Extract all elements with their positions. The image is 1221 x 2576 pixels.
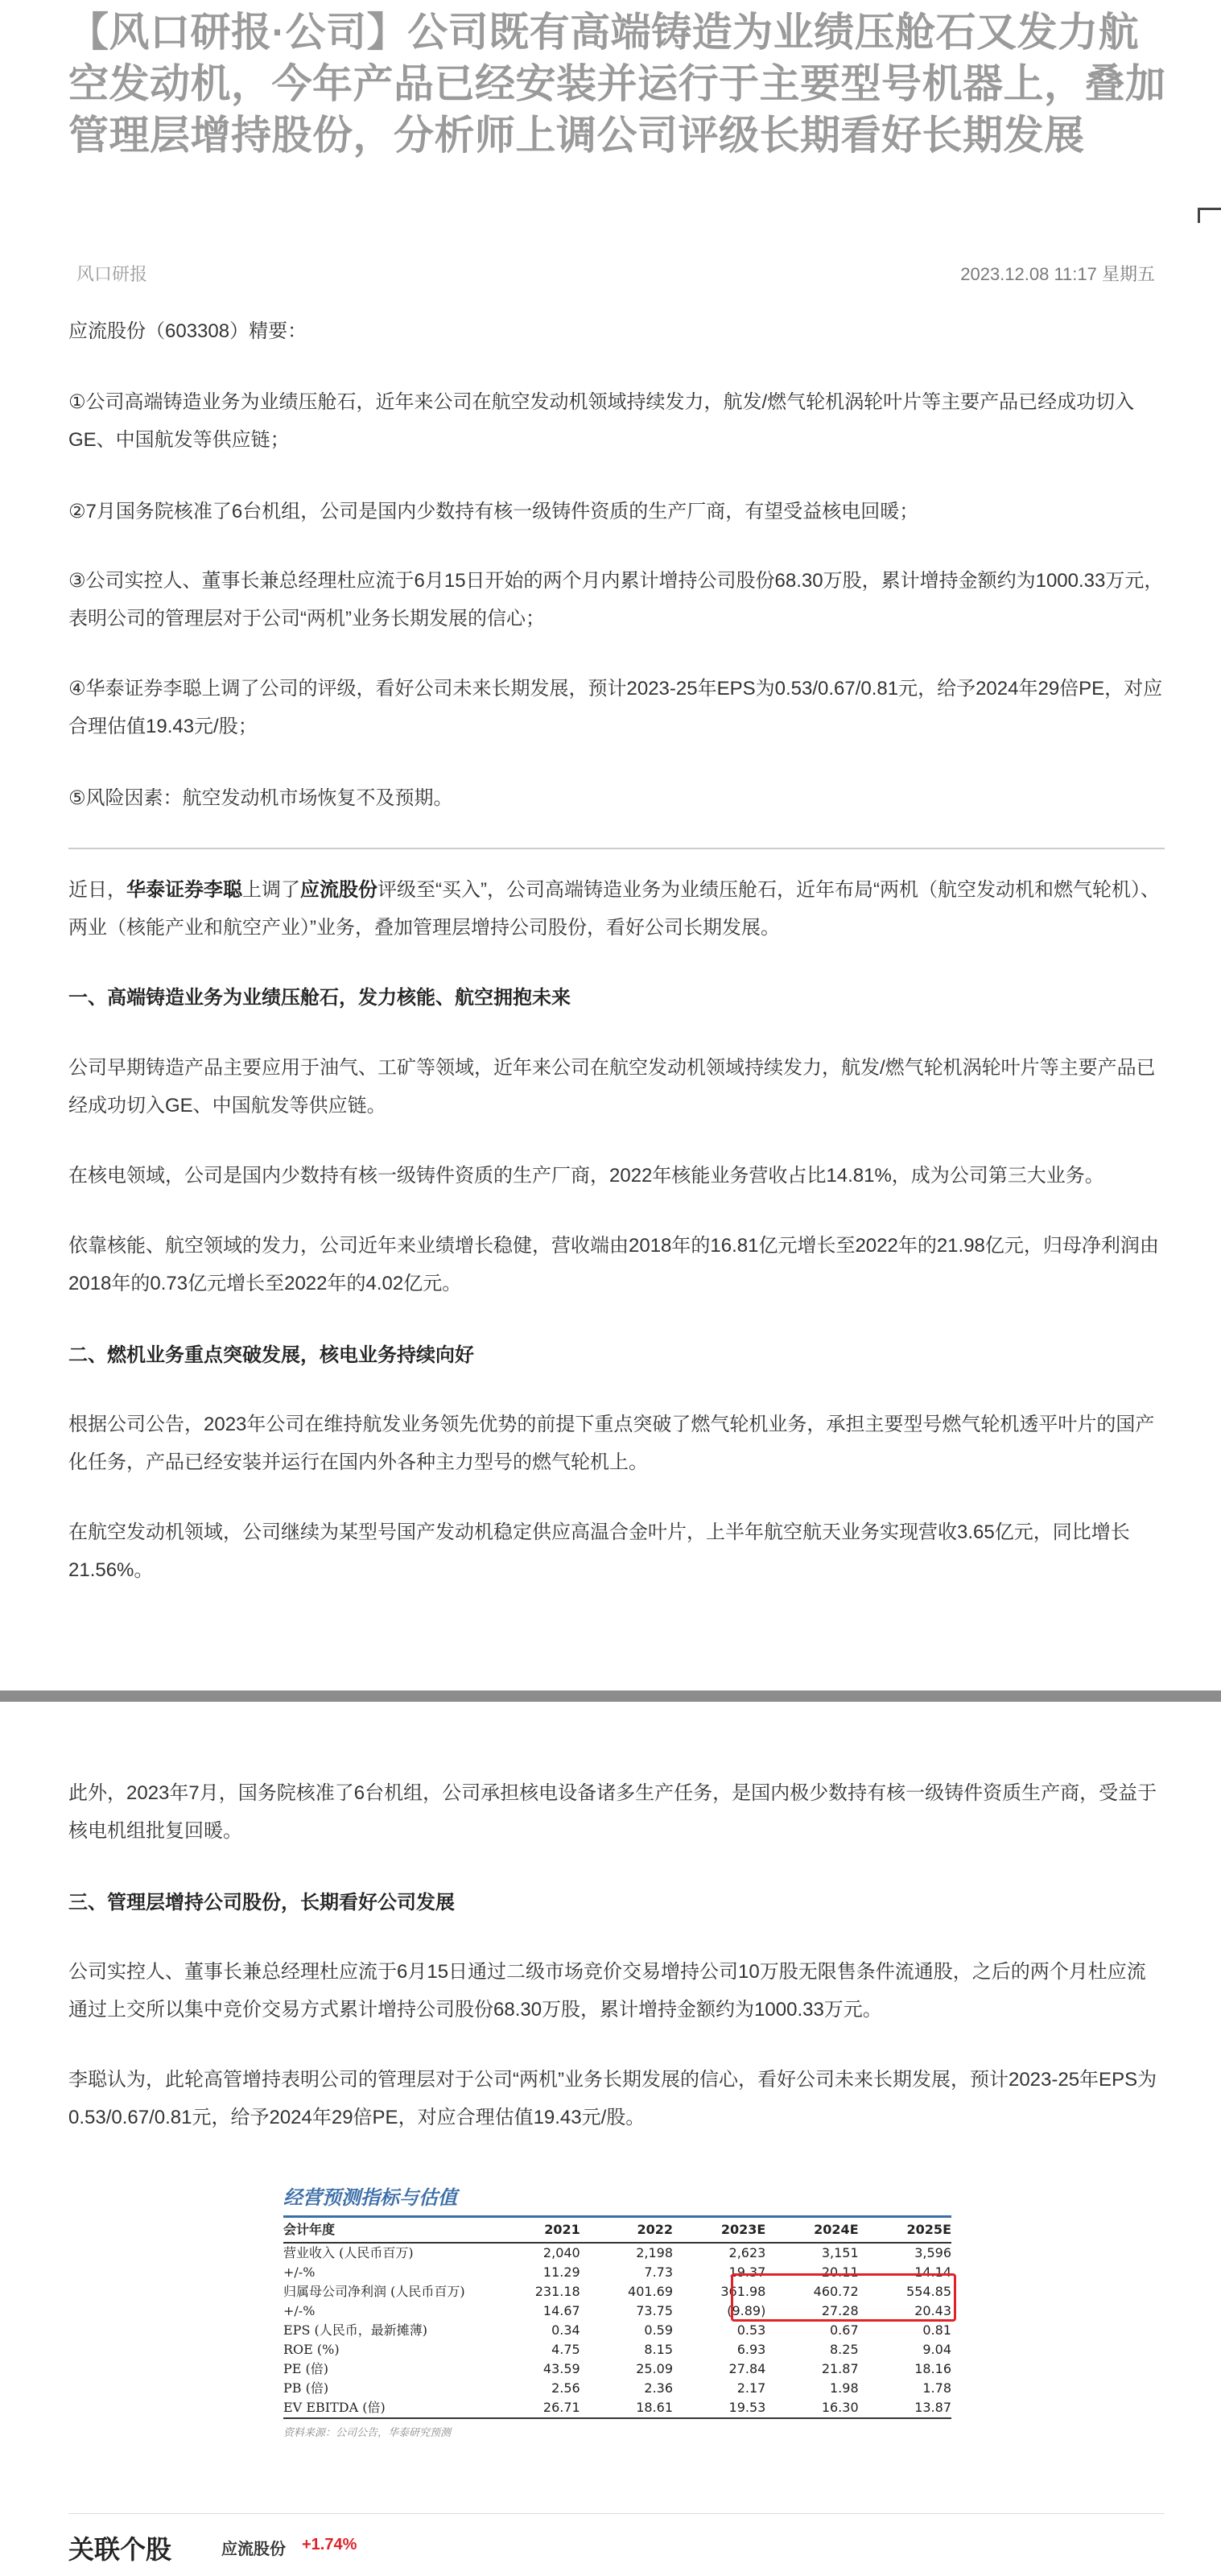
table-cell: 2.36 bbox=[644, 2380, 674, 2396]
summary-divider bbox=[68, 848, 1165, 849]
table-row-label: EPS (人民币，最新摊薄) bbox=[283, 2322, 427, 2338]
table-row bbox=[283, 2359, 951, 2379]
scroll-edge-marker bbox=[1198, 208, 1221, 223]
table-cell: 3,151 bbox=[821, 2245, 859, 2260]
table-header-year: 2023E bbox=[673, 2218, 765, 2243]
table-cell: 27.84 bbox=[728, 2361, 766, 2376]
table-header-label: 会计年度 bbox=[283, 2218, 487, 2243]
table-row bbox=[283, 2243, 951, 2263]
section-2-paragraph: 此外，2023年7月，国务院核准了6台机组，公司承担核电设备诸多生产任务，是国内极少数持有核一级铸件资质生产商，受益于核电机组批复回暖。 bbox=[68, 1782, 1157, 1842]
lead-paragraph: 近日，华泰证券李聪上调了应流股份评级至“买入”，公司高端铸造业务为业绩压舱石，近年布局“两机（航空发动机和燃气轮机）、两业（核能产业和航空产业）”业务，叠加管理层增持公司股份，看好公司长期发展。 bbox=[68, 879, 1160, 939]
table-row-label: ROE (%) bbox=[283, 2342, 340, 2357]
table-cell: 26.71 bbox=[487, 2398, 580, 2418]
table-row-label: +/-% bbox=[283, 2303, 316, 2318]
table-row-label: 归属母公司净利润 (人民币百万) bbox=[283, 2284, 465, 2299]
section-3-paragraph: 公司实控人、董事长兼总经理杜应流于6月15日通过二级市场竞价交易增持公司10万股无限售条件流通股，之后的两个月杜应流通过上交所以集中竞价交易方式累计增持公司股份68.30万股，累计增持金额约为1000.33万元。 bbox=[68, 1961, 1146, 2021]
table-cell: 20.11 bbox=[821, 2264, 859, 2280]
table-cell: 19.37 bbox=[728, 2264, 766, 2280]
table-row-label: PE (倍) bbox=[283, 2361, 329, 2376]
broker-name: 华泰证券李聪 bbox=[126, 879, 242, 901]
table-cell: 18.16 bbox=[914, 2361, 951, 2376]
table-cell: 0.34 bbox=[551, 2322, 580, 2338]
table-cell: 401.69 bbox=[628, 2284, 674, 2299]
table-cell: 11.29 bbox=[542, 2264, 580, 2280]
table-row-label: +/-% bbox=[283, 2264, 316, 2280]
table-row-label: 营业收入 (人民币百万) bbox=[283, 2245, 414, 2260]
forecast-table bbox=[283, 2182, 951, 2439]
table-cell: 460.72 bbox=[813, 2284, 859, 2299]
table-cell: 2.17 bbox=[736, 2380, 766, 2396]
table-cell: 0.67 bbox=[830, 2322, 859, 2338]
table-cell: 13.87 bbox=[859, 2398, 951, 2418]
article-title: 【风口研报·公司】公司既有高端铸造为业绩压舱石又发力航空发动机，今年产品已经安装并运行于主要型号机器上，叠加管理层增持股份，分析师上调公司评级长期看好长期发展 bbox=[68, 10, 1166, 158]
section-2-paragraph: 在航空发动机领域，公司继续为某型号国产发动机稳定供应高温合金叶片，上半年航空航天业务实现营收3.65亿元，同比增长21.56%。 bbox=[68, 1521, 1130, 1581]
table-title: 经营预测指标与估值 bbox=[283, 2186, 457, 2209]
article-meta bbox=[76, 256, 1155, 288]
related-stock-change: +1.74% bbox=[302, 2536, 357, 2553]
related-stocks bbox=[68, 2520, 1165, 2568]
table-cell: 19.53 bbox=[673, 2398, 765, 2418]
footer-divider bbox=[68, 2513, 1165, 2514]
table-cell: 9.04 bbox=[922, 2342, 951, 2357]
table-row bbox=[283, 2379, 951, 2398]
table-cell: (9.89) bbox=[727, 2303, 766, 2318]
table-cell: 2,623 bbox=[728, 2245, 766, 2260]
related-stock-name[interactable]: 应流股份 bbox=[221, 2541, 286, 2558]
table-source-note: 资料来源：公司公告，华泰研究预测 bbox=[283, 2427, 452, 2439]
table-cell: 14.14 bbox=[914, 2264, 951, 2280]
table-cell: 25.09 bbox=[636, 2361, 674, 2376]
table-cell: 8.25 bbox=[830, 2342, 859, 2357]
summary-point-5: ⑤风险因素：航空发动机市场恢复不及预期。 bbox=[68, 787, 453, 809]
table-row bbox=[283, 2321, 951, 2340]
section-2-heading: 二、燃机业务重点突破发展，核电业务持续向好 bbox=[68, 1344, 474, 1366]
table-cell: 27.28 bbox=[821, 2303, 859, 2318]
section-1-paragraph: 公司早期铸造产品主要应用于油气、工矿等领域，近年来公司在航空发动机领域持续发力，航发/燃气轮机涡轮叶片等主要产品已经成功切入GE、中国航发等供应链。 bbox=[68, 1057, 1156, 1117]
table-cell: 20.43 bbox=[914, 2303, 951, 2318]
highlight-box bbox=[731, 2273, 956, 2322]
table-header-year: 2022 bbox=[580, 2218, 673, 2243]
table-cell: 0.53 bbox=[736, 2322, 766, 2338]
section-1-heading: 一、高端铸造业务为业绩压舱石，发力核能、航空拥抱未来 bbox=[68, 987, 571, 1009]
table-cell: 3,596 bbox=[914, 2245, 951, 2260]
table-header-row bbox=[283, 2218, 951, 2243]
summary-intro: 应流股份（603308）精要： bbox=[68, 320, 307, 342]
summary-point-4: ④华泰证券李聪上调了公司的评级，看好公司未来长期发展，预计2023-25年EPS为0.53/0.67/0.81元，给予2024年29倍PE，对应合理估值19.43元/股； bbox=[68, 678, 1163, 737]
table-cell: 2,040 bbox=[542, 2245, 580, 2260]
table-cell: 361.98 bbox=[720, 2284, 766, 2299]
table-cell: 18.61 bbox=[580, 2398, 673, 2418]
article-datetime: 2023.12.08 11:17 星期五 bbox=[960, 264, 1155, 284]
company-link[interactable]: 应流股份 bbox=[300, 879, 377, 901]
summary-point-2: ②7月国务院核准了6台机组，公司是国内少数持有核一级铸件资质的生产厂商，有望受益核电回暖； bbox=[68, 501, 919, 522]
table-header-year: 2024E bbox=[765, 2218, 858, 2243]
section-1-paragraph: 依靠核能、航空领域的发力，公司近年来业绩增长稳健，营收端由2018年的16.81亿元增长至2022年的21.98亿元，归母净利润由2018年的0.73亿元增长至2022年的4.02亿元。 bbox=[68, 1235, 1159, 1294]
table-row bbox=[283, 2340, 951, 2359]
table-cell: 14.67 bbox=[542, 2303, 580, 2318]
related-stocks-title: 关联个股 bbox=[68, 2535, 172, 2564]
table-cell: 43.59 bbox=[542, 2361, 580, 2376]
table-cell: 1.78 bbox=[922, 2380, 951, 2396]
summary-point-3: ③公司实控人、董事长兼总经理杜应流于6月15日开始的两个月内累计增持公司股份68.30万股，累计增持金额约为1000.33万元，表明公司的管理层对于公司“两机”业务长期发展的信心； bbox=[68, 570, 1164, 630]
table-cell: 554.85 bbox=[906, 2284, 951, 2299]
table-cell: 8.15 bbox=[644, 2342, 674, 2357]
section-3-heading: 三、管理层增持公司股份，长期看好公司发展 bbox=[68, 1892, 455, 1913]
table-cell: 2,198 bbox=[636, 2245, 674, 2260]
table-header-year: 2025E bbox=[859, 2218, 951, 2243]
page-break-band bbox=[0, 1690, 1221, 1702]
article-source[interactable]: 风口研报 bbox=[76, 264, 148, 284]
table-row bbox=[283, 2398, 951, 2418]
section-2-paragraph: 根据公司公告，2023年公司在维持航发业务领先优势的前提下重点突破了燃气轮机业务，承担主要型号燃气轮机透平叶片的国产化任务，产品已经安装并运行在国内外各种主力型号的燃气轮机上。 bbox=[68, 1414, 1155, 1473]
summary-point-1: ①公司高端铸造业务为业绩压舱石，近年来公司在航空发动机领域持续发力，航发/燃气轮机涡轮叶片等主要产品已经成功切入GE、中国航发等供应链； bbox=[68, 391, 1135, 451]
table-cell: 2.56 bbox=[551, 2380, 580, 2396]
table-cell: 73.75 bbox=[636, 2303, 674, 2318]
table-cell: 0.81 bbox=[922, 2322, 951, 2338]
table-header-year: 2021 bbox=[487, 2218, 580, 2243]
table-row-label: PB (倍) bbox=[283, 2380, 329, 2396]
table-cell: 1.98 bbox=[830, 2380, 859, 2396]
table-row-label: EV EBITDA (倍) bbox=[283, 2398, 487, 2418]
table-cell: 16.30 bbox=[765, 2398, 858, 2418]
table-cell: 231.18 bbox=[534, 2284, 580, 2299]
section-1-paragraph: 在核电领域，公司是国内少数持有核一级铸件资质的生产厂商，2022年核能业务营收占比14.81%，成为公司第三大业务。 bbox=[68, 1165, 1104, 1187]
table-cell: 4.75 bbox=[551, 2342, 580, 2357]
section-3-paragraph: 李聪认为，此轮高管增持表明公司的管理层对于公司“两机”业务长期发展的信心，看好公司未来长期发展，预计2023-25年EPS为0.53/0.67/0.81元，给予2024年29倍PE，对应合理估值19.43元/股。 bbox=[68, 2069, 1157, 2128]
table-cell: 21.87 bbox=[821, 2361, 859, 2376]
table-cell: 7.73 bbox=[644, 2264, 674, 2280]
table-cell: 6.93 bbox=[736, 2342, 766, 2357]
table-cell: 0.59 bbox=[644, 2322, 674, 2338]
